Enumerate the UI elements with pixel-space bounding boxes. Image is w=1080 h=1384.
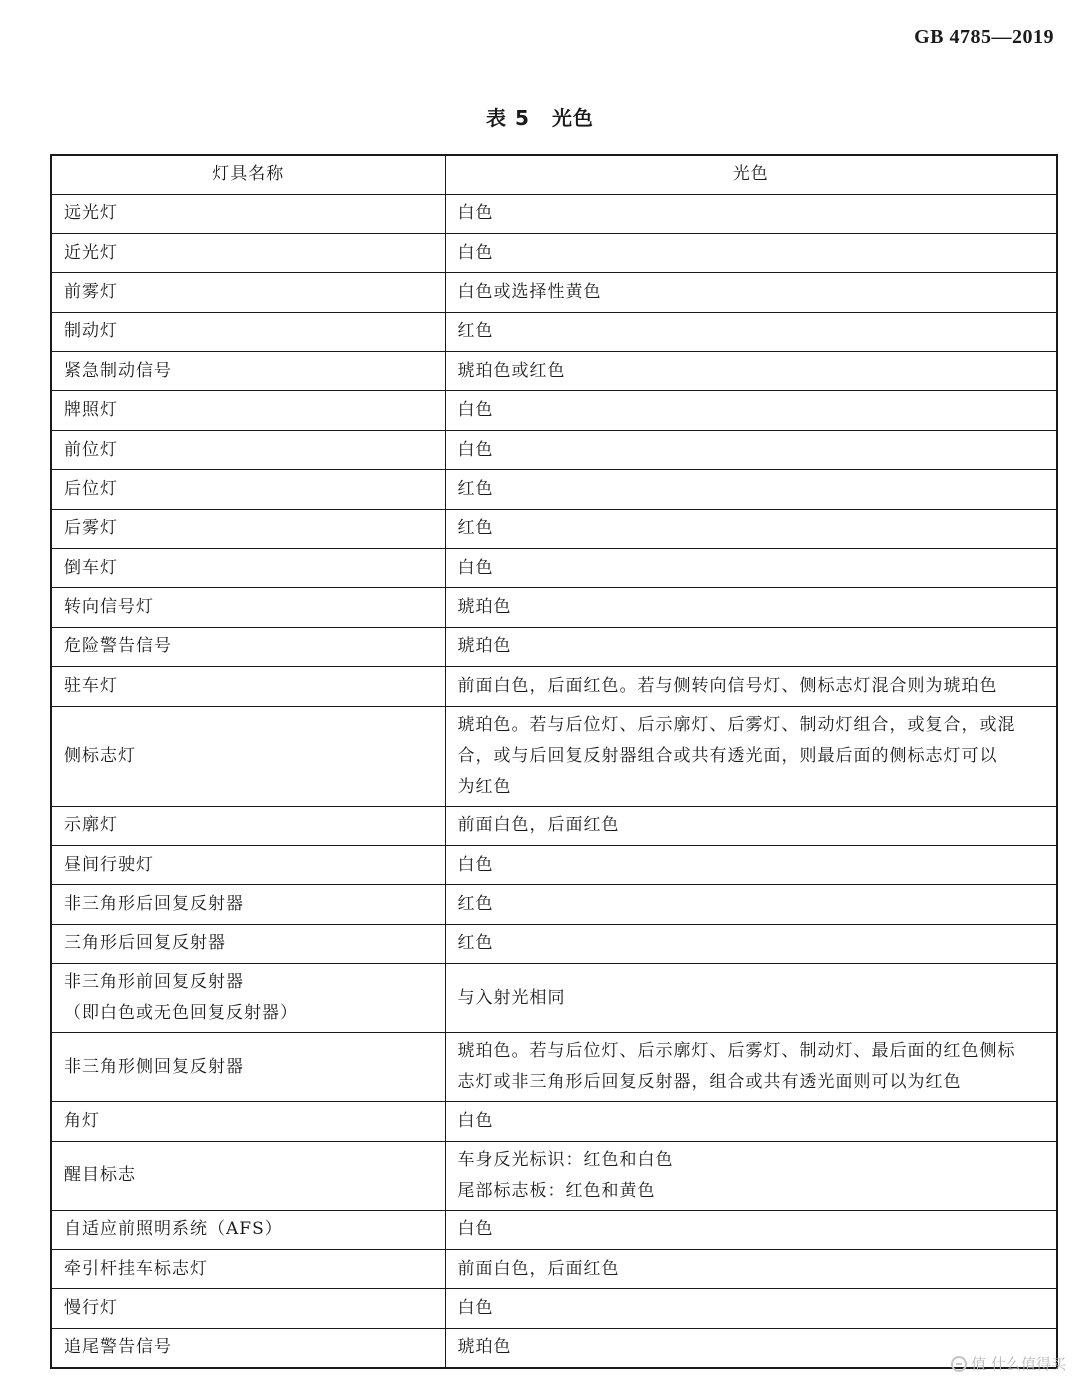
light-color-cell <box>445 312 1057 351</box>
light-color-cell <box>445 391 1057 430</box>
watermark-text: 值 什么值得买 <box>971 1355 1066 1373</box>
light-color-cell <box>445 1102 1057 1141</box>
lamp-name-cell <box>51 391 445 430</box>
light-color-text: 白色或选择性黄色 <box>457 281 602 302</box>
table-title-text: 光色 <box>551 106 594 130</box>
light-color-text: 尾部标志板：红色和黄色 <box>457 1180 656 1201</box>
light-color-text: 红色 <box>457 321 494 342</box>
lamp-name-text: 追尾警告信号 <box>64 1337 172 1358</box>
light-color-cell <box>445 806 1057 845</box>
table-row <box>51 1033 1057 1102</box>
lamp-name-text: 倒车灯 <box>64 557 118 578</box>
light-color-text: 琥珀色 <box>457 1337 512 1358</box>
column-header-light-color: 光色 <box>445 155 1057 194</box>
light-color-text: 车身反光标识：红色和白色 <box>457 1149 674 1170</box>
table-row <box>51 964 1057 1033</box>
lamp-name-text: 制动灯 <box>64 321 118 342</box>
lamp-name-cell <box>51 1289 445 1328</box>
table-row <box>51 1210 1057 1249</box>
light-color-text: 白色 <box>457 400 494 421</box>
light-color-text: 白色 <box>457 1298 494 1318</box>
lamp-name-text: 醒目标志 <box>64 1165 136 1186</box>
table-row <box>51 391 1057 430</box>
light-color-cell <box>445 1033 1057 1102</box>
light-color-text: 白色 <box>457 242 494 263</box>
light-color-text: 志灯或非三角形后回复反射器，组合或共有透光面则可以为红色 <box>457 1072 962 1093</box>
lamp-name-text: 非三角形后回复反射器 <box>64 894 244 915</box>
light-color-cell <box>445 273 1057 312</box>
light-color-text: 红色 <box>457 478 494 499</box>
table-row <box>51 352 1057 391</box>
table-row <box>51 845 1057 884</box>
lamp-name-cell <box>51 706 445 806</box>
table-row <box>51 627 1057 666</box>
lamp-name-text: 自适应前照明系统（AFS） <box>64 1219 283 1240</box>
light-color-text: 白色 <box>457 1219 494 1240</box>
light-color-text: 琥珀色或红色 <box>457 360 566 381</box>
lamp-name-cell <box>51 1328 445 1367</box>
table-row <box>51 430 1057 469</box>
lamp-name-text: 驻车灯 <box>64 675 118 696</box>
lamp-name-cell <box>51 194 445 233</box>
light-color-table <box>50 154 1058 1369</box>
table-row <box>51 233 1057 272</box>
light-color-text: 合，或与后回复反射器组合或共有透光面，则最后面的侧标志灯可以 <box>457 745 998 766</box>
light-color-text: 琥珀色 <box>457 597 512 618</box>
light-color-cell <box>445 233 1057 272</box>
light-color-text: 白色 <box>457 557 494 578</box>
lamp-name-text: 牵引杆挂车标志灯 <box>64 1258 208 1279</box>
lamp-name-cell <box>51 588 445 627</box>
light-color-cell <box>445 885 1057 924</box>
table-row <box>51 470 1057 509</box>
lamp-name-cell <box>51 806 445 845</box>
table-row <box>51 312 1057 351</box>
standard-code: GB 4785—2019 <box>914 26 1054 48</box>
light-color-text: 白色 <box>457 439 494 460</box>
light-color-text: 与入射光相同 <box>457 987 566 1008</box>
light-color-text: 白色 <box>457 1110 494 1131</box>
table-row <box>51 806 1057 845</box>
table-title <box>0 102 1080 131</box>
light-color-cell <box>445 845 1057 884</box>
light-color-cell <box>445 194 1057 233</box>
lamp-name-cell <box>51 1141 445 1210</box>
lamp-name-text: 慢行灯 <box>64 1298 118 1318</box>
lamp-name-cell <box>51 845 445 884</box>
table-row <box>51 588 1057 627</box>
light-color-text: 红色 <box>457 894 494 915</box>
light-color-cell <box>445 1141 1057 1210</box>
table-body <box>51 194 1057 1368</box>
table-row <box>51 1249 1057 1288</box>
lamp-name-cell <box>51 627 445 666</box>
light-color-cell <box>445 430 1057 469</box>
light-color-cell <box>445 1210 1057 1249</box>
lamp-name-cell <box>51 667 445 706</box>
lamp-name-cell <box>51 312 445 351</box>
lamp-name-cell <box>51 509 445 548</box>
light-color-text: 白色 <box>457 203 494 224</box>
lamp-name-cell <box>51 924 445 963</box>
lamp-name-text: 近光灯 <box>64 242 118 263</box>
lamp-name-text: 后位灯 <box>64 478 118 499</box>
light-color-cell <box>445 627 1057 666</box>
lamp-name-text: 危险警告信号 <box>64 636 172 657</box>
lamp-name-text: 前雾灯 <box>64 281 118 302</box>
lamp-name-cell <box>51 1033 445 1102</box>
table-row <box>51 194 1057 233</box>
light-color-cell <box>445 1249 1057 1288</box>
lamp-name-text: 后雾灯 <box>64 518 118 539</box>
lamp-name-text: 紧急制动信号 <box>64 360 172 381</box>
light-color-text: 前面白色，后面红色 <box>457 815 620 836</box>
lamp-name-cell <box>51 885 445 924</box>
lamp-name-text: 非三角形前回复反射器 <box>64 972 244 993</box>
light-color-cell <box>445 1289 1057 1328</box>
light-color-text: 红色 <box>457 518 494 539</box>
table-row <box>51 1328 1057 1367</box>
table-row <box>51 924 1057 963</box>
light-color-text: 琥珀色。若与后位灯、后示廓灯、后雾灯、制动灯、最后面的红色侧标 <box>457 1041 1016 1062</box>
table-header-row <box>51 155 1057 194</box>
lamp-name-text: 角灯 <box>64 1110 100 1131</box>
light-color-cell <box>445 549 1057 588</box>
lamp-name-cell <box>51 430 445 469</box>
light-color-text: 琥珀色。若与后位灯、后示廓灯、后雾灯、制动灯组合，或复合，或混 <box>457 714 1016 735</box>
lamp-name-text: 前位灯 <box>64 439 118 460</box>
lamp-name-text: 非三角形侧回复反射器 <box>64 1056 244 1077</box>
light-color-text: 琥珀色 <box>457 636 512 657</box>
light-color-cell <box>445 706 1057 806</box>
light-color-cell <box>445 470 1057 509</box>
table-row <box>51 549 1057 588</box>
light-color-text: 白色 <box>457 854 494 875</box>
table-row <box>51 509 1057 548</box>
table-row <box>51 273 1057 312</box>
lamp-name-text: 三角形后回复反射器 <box>64 933 226 954</box>
light-color-cell <box>445 924 1057 963</box>
table-row <box>51 706 1057 806</box>
light-color-cell <box>445 509 1057 548</box>
lamp-name-cell <box>51 549 445 588</box>
lamp-name-text: 牌照灯 <box>64 400 118 421</box>
light-color-text: 前面白色，后面红色 <box>457 1258 620 1279</box>
lamp-name-cell <box>51 1249 445 1288</box>
table-row <box>51 667 1057 706</box>
lamp-name-text: 侧标志灯 <box>64 745 136 766</box>
light-color-text: 前面白色，后面红色。若与侧转向信号灯、侧标志灯混合则为琥珀色 <box>457 675 998 696</box>
lamp-name-cell <box>51 470 445 509</box>
table-row <box>51 1141 1057 1210</box>
lamp-name-text: 转向信号灯 <box>64 597 154 618</box>
table-row <box>51 1102 1057 1141</box>
light-color-cell <box>445 964 1057 1033</box>
lamp-name-text: 示廓灯 <box>64 815 118 836</box>
lamp-name-text: 远光灯 <box>64 203 118 224</box>
light-color-cell <box>445 667 1057 706</box>
table-row <box>51 1289 1057 1328</box>
lamp-name-cell <box>51 1210 445 1249</box>
lamp-name-cell <box>51 1102 445 1141</box>
lamp-name-cell <box>51 233 445 272</box>
light-color-cell <box>445 352 1057 391</box>
lamp-name-text: 昼间行驶灯 <box>64 854 154 875</box>
table-number: 表 5 <box>486 106 530 130</box>
lamp-name-text: （即白色或无色回复反射器） <box>64 1003 298 1024</box>
light-color-text: 红色 <box>457 933 494 954</box>
light-color-cell <box>445 588 1057 627</box>
watermark <box>951 1353 1066 1374</box>
lamp-name-cell <box>51 273 445 312</box>
table-row <box>51 885 1057 924</box>
lamp-name-cell <box>51 964 445 1033</box>
light-color-text: 为红色 <box>457 776 512 797</box>
smzdm-logo-icon <box>951 1356 967 1372</box>
lamp-name-cell <box>51 352 445 391</box>
column-header-lamp-name: 灯具名称 <box>51 155 445 194</box>
